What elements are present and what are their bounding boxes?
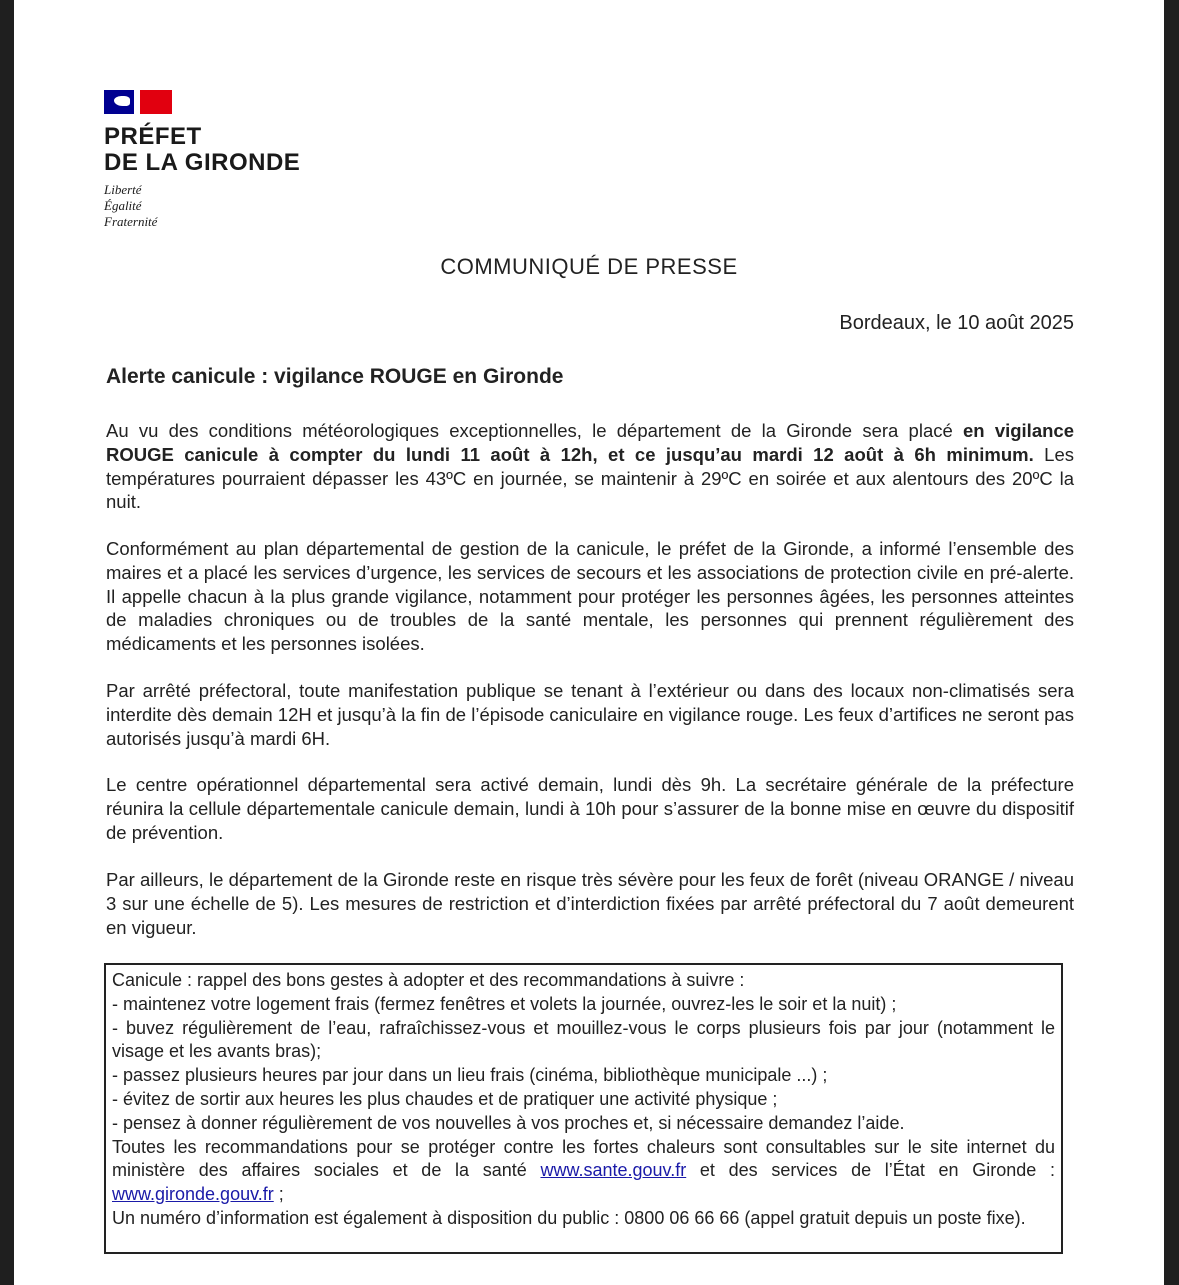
box-item: - maintenez votre logement frais (fermez fenêtres et volets la journée, ouvrez-les le soir et la nuit) ; — [112, 993, 897, 1014]
republic-motto — [104, 182, 300, 230]
box-reco-text: Toutes les recommandations pour se protéger contre les fortes chaleurs sont consultables sur le site internet du ministère des affaires sociales et de la santé — [112, 1136, 1055, 1181]
paragraph-vigilance-intro: Au vu des conditions météorologiques exceptionnelles, le département de la Gironde sera placé — [106, 420, 963, 441]
box-item: - buvez régulièrement de l’eau, rafraîchissez-vous et mouillez-vous le corps plusieurs fois par jour (notamment le visage et les avants bras); — [112, 1017, 1055, 1062]
box-reco-end: ; — [273, 1184, 284, 1205]
press-release-page — [14, 0, 1164, 1285]
prefecture-logo — [104, 90, 300, 230]
marianne-flag-icon — [104, 90, 172, 114]
paragraph-centre-operationnel: Le centre opérationnel départemental sera activé demain, lundi dès 9h. La secrétaire générale de la préfecture réunira la cellule départementale canicule demain, lundi à 10h pour s’assurer de la bonne mise en œuvre du dispositif de prévention. — [106, 774, 1074, 843]
sante-gouv-link[interactable]: www.sante.gouv.fr — [540, 1160, 687, 1181]
prefecture-name-line-1: PRÉFET — [104, 123, 202, 150]
document-date: Bordeaux, le 10 août 2025 — [839, 312, 1074, 334]
motto-liberte: Liberté — [104, 182, 142, 197]
box-intro: Canicule : rappel des bons gestes à adopter et des recommandations à suivre : — [112, 970, 745, 990]
motto-fraternite: Fraternité — [104, 214, 158, 229]
prefecture-name-line-2: DE LA GIRONDE — [104, 149, 301, 176]
box-reco-middle: et des services de l’État en Gironde : — [686, 1160, 1055, 1181]
paragraph-arrete: Par arrêté préfectoral, toute manifestation publique se tenant à l’extérieur ou dans des locaux non-climatisés sera interdite dès demain 12H et jusqu’à la fin de l’épisode caniculaire en vigilance rouge. Les feux d’artifices ne seront pas autorisés jusqu’à mardi 6H. — [106, 680, 1074, 749]
document-title: COMMUNIQUÉ DE PRESSE — [440, 254, 738, 279]
gironde-gouv-link[interactable]: www.gironde.gouv.fr — [112, 1184, 274, 1205]
prefecture-name — [104, 124, 300, 176]
box-phone: Un numéro d’information est également à disposition du public : 0800 06 66 66 (appel gratuit depuis un poste fixe). — [112, 1207, 1026, 1228]
paragraph-plan: Conformément au plan départemental de gestion de la canicule, le préfet de la Gironde, a informé l’ensemble des maires et a placé les services d’urgence, les services de secours et les associations de protection civile en pré-alerte. Il appelle chacun à la plus grande vigilance, notamment pour protéger les personnes âgées, les personnes atteintes de maladies chroniques ou de troubles de la santé mentale, les personnes qui prennent régulièrement des médicaments et les personnes isolées. — [106, 538, 1074, 655]
paragraph-vigilance-temperatures: Les températures pourraient dépasser les 43ºC en journée, se maintenir à 29ºC en soirée et aux alentours des 20ºC la nuit. — [106, 443, 1074, 513]
headline: Alerte canicule : vigilance ROUGE en Gironde — [106, 365, 564, 388]
box-item: - pensez à donner régulièrement de vos nouvelles à vos proches et, si nécessaire demandez l’aide. — [112, 1112, 905, 1133]
motto-egalite: Égalité — [104, 198, 142, 213]
paragraph-vigilance — [106, 419, 1074, 514]
paragraph-vigilance-bold: en vigilance ROUGE canicule à compter du lundi 11 août à 12h, et ce jusqu’au mardi 12 août à 6h minimum. — [106, 420, 1074, 465]
box-item: - passez plusieurs heures par jour dans un lieu frais (cinéma, bibliothèque municipale ...) ; — [112, 1065, 828, 1086]
paragraph-feux-foret: Par ailleurs, le département de la Gironde reste en risque très sévère pour les feux de forêt (niveau ORANGE / niveau 3 sur une échelle de 5). Les mesures de restriction et d’interdiction fixées par arrêté préfectoral du 7 août demeurent en vigueur. — [106, 869, 1074, 938]
box-item: - évitez de sortir aux heures les plus chaudes et de pratiquer une activité physique ; — [112, 1088, 778, 1109]
box-recommendations — [112, 1136, 1055, 1207]
recommendations-box — [104, 963, 1063, 1254]
